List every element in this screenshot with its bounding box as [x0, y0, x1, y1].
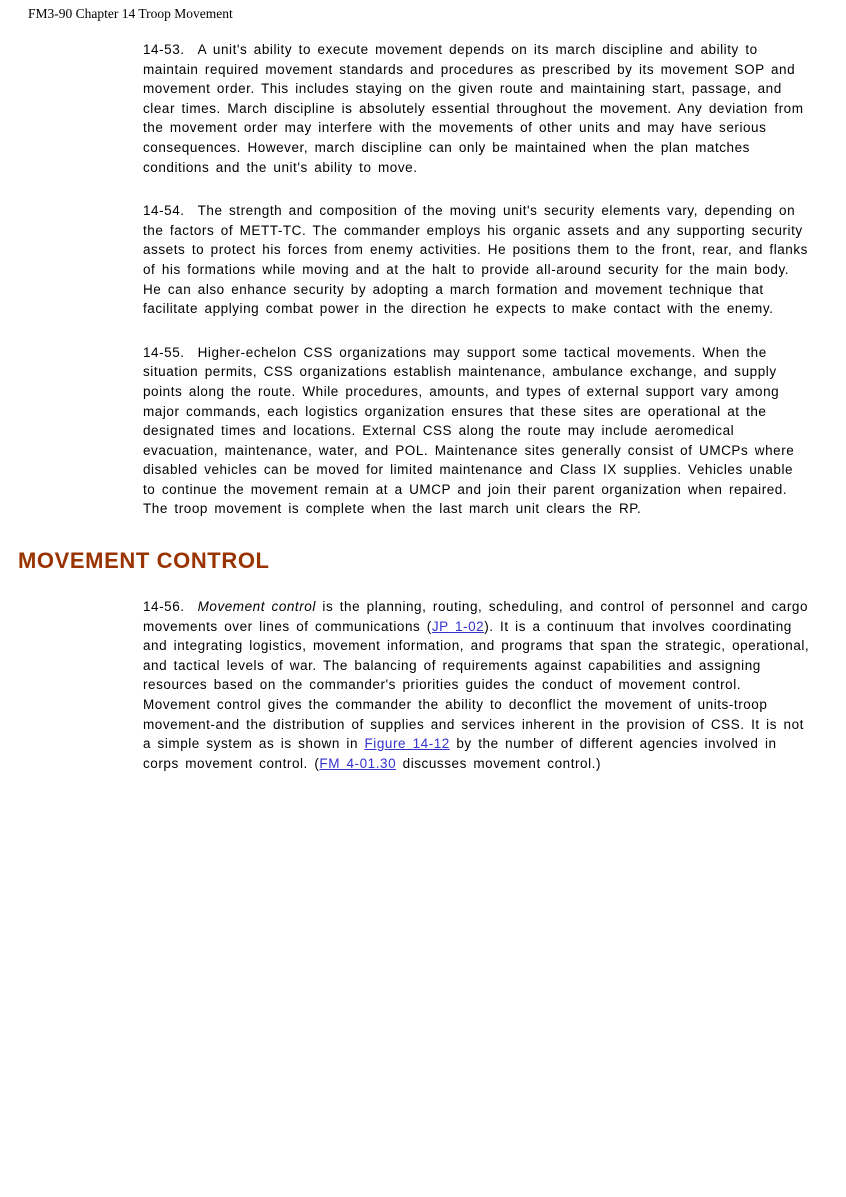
emphasized-term: Movement control — [197, 599, 316, 615]
document-body — [18, 40, 810, 797]
paragraph-text: discusses movement control.) — [396, 755, 602, 771]
link-figure-14-12[interactable]: Figure 14-12 — [364, 736, 450, 752]
paragraph-number: 14-56. — [143, 599, 185, 615]
paragraph-text: ). It is a continuum that involves coordinating and integrating logistics, movement information, and programs that span the strategic, operational, and tactical levels of war. The balancing of requirements against capabilities and assigning resources based on the commander's priorities guides the conduct of movement control. Movement control gives the commander the ability to deconflict the movement of units-troop movement-and the distribution of supplies and services inherent in the provision of CSS. It is not a simple system as is shown in — [143, 618, 810, 752]
paragraph-text: is the planning, routing, scheduling, and control of personnel and cargo movements over lines of communications ( — [143, 599, 809, 634]
paragraph-text: Higher-echelon CSS organizations may support some tactical movements. When the situation permits, CSS organizations establish maintenance, ambulance exchange, and supply points along the route. While procedures, amounts, and types of external support vary among major commands, each logistics organization ensures that these sites are operational at the designated times and locations. External CSS along the route may include aeromedical evacuation, maintenance, water, and POL. Maintenance sites generally consist of UMCPs where disabled vehicles can be moved for limited maintenance and Class IX supplies. Vehicles unable to continue the movement remain at a UMCP and join their parent organization when repaired. The troop movement is complete when the last march unit clears the RP. — [143, 344, 795, 517]
paragraph-number: 14-55. — [143, 344, 185, 360]
paragraph-14-54 — [143, 201, 810, 319]
paragraph-14-55 — [143, 343, 810, 519]
paragraph-number: 14-53. — [143, 42, 185, 57]
paragraph-14-56 — [143, 597, 810, 773]
link-fm-4-01-30[interactable]: FM 4-01.30 — [319, 755, 397, 771]
paragraph-text: A unit's ability to execute movement depends on its march discipline and ability to maintain required movement standards and procedures as prescribed by its movement SOP and movement order. This includes staying on the given route and maintaining start, passage, and clear times. March discipline is absolutely essential throughout the movement. Any deviation from the movement order may interfere with the movements of other units and may have serious consequences. However, march discipline can only be maintained when the plan matches conditions and the unit's ability to move. — [143, 42, 804, 175]
paragraph-14-53 — [143, 40, 810, 177]
document-header: FM3-90 Chapter 14 Troop Movement — [28, 6, 233, 21]
link-jp-1-02[interactable]: JP 1-02 — [431, 618, 485, 634]
paragraph-number: 14-54. — [143, 203, 185, 219]
section-heading-movement-control: MOVEMENT CONTROL — [18, 548, 270, 574]
paragraph-text: The strength and composition of the moving unit's security elements vary, depending on the factors of METT-TC. The commander employs his organic assets and any supporting security assets to protect his forces from enemy activities. He positions them to the front, rear, and flanks of his formations while moving and at the halt to provide all-around security for the main body. He can also enhance security by adopting a march formation and movement technique that facilitate applying combat power in the direction he expects to make contact with the enemy. — [143, 203, 808, 317]
paragraph-text: by the number of different agencies involved in corps movement control. ( — [143, 736, 777, 771]
